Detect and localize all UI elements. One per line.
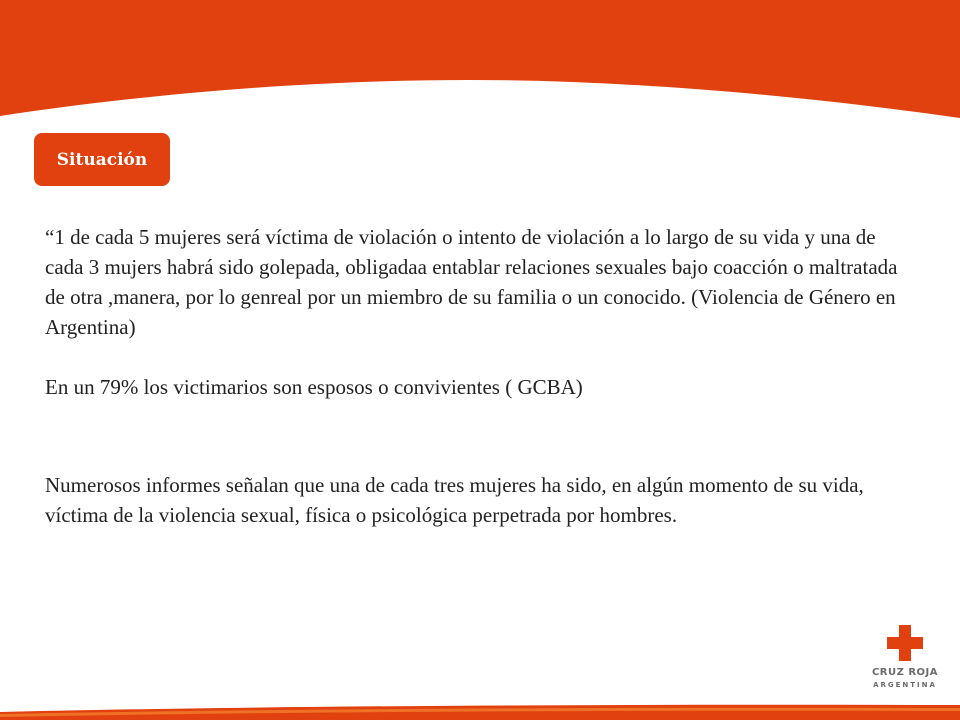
section-tab-label: Situación	[56, 149, 148, 170]
logo-text-line2: ARGENTINA	[873, 681, 937, 689]
section-tab	[34, 133, 170, 186]
reports-paragraph: Numerosos informes señalan que una de cada tres mujeres ha sido, en algún momento de su vida, víctima de la violencia sexual, física o psicológica perpetrada por hombres.	[45, 473, 864, 527]
red-cross-icon	[887, 625, 923, 661]
statistic-paragraph: En un 79% los victimarios son esposos o convivientes ( GCBA)	[45, 375, 583, 399]
logo-text-line1: CRUZ ROJA	[871, 667, 939, 678]
quote-paragraph: “1 de cada 5 mujeres será víctima de violación o intento de violación a lo largo de su vida y una de cada 3 mujers habrá sido golepada, obligadaa entablar relaciones sexuales bajo coacción o maltratada de otra ,manera, por lo genreal por un miembro de su familia o un conocido. (Violencia de Género en Argentina)	[45, 225, 898, 339]
top-banner	[0, 0, 960, 118]
cruz-roja-logo	[866, 622, 944, 694]
